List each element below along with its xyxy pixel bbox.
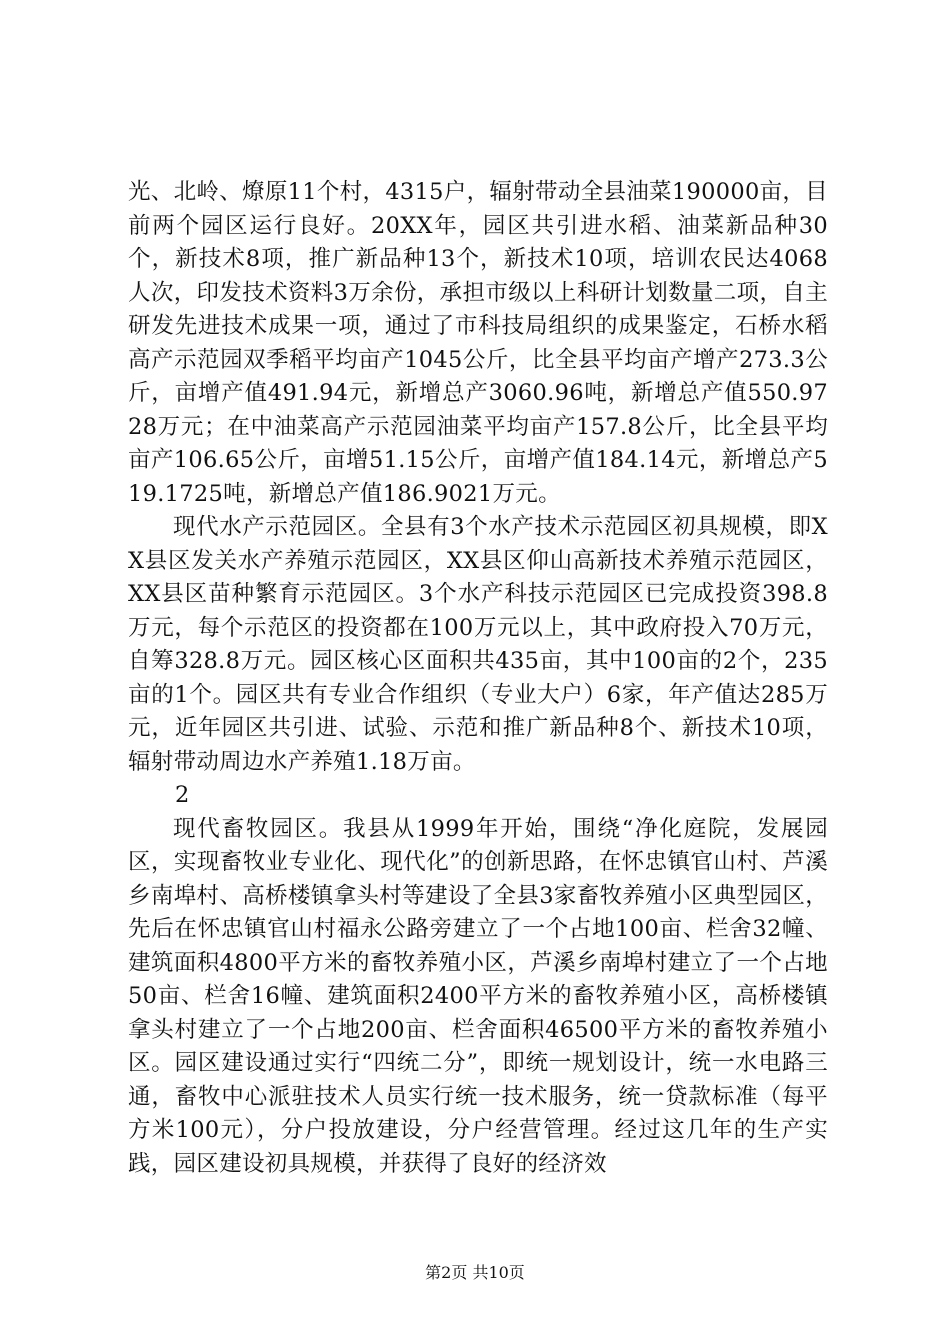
paragraph-livestock-park: 现代畜牧园区。我县从1999年开始，围绕“净化庭院，发展园区，实现畜牧业专业化、现代化”的创新思路，在怀忠镇官山村、芦溪乡南埠村、高桥楼镇拿头村等建设了全县3家畜牧养殖小区典型园区，先后在怀忠镇官山村福永公路旁建立了一个占地100亩、栏舍32幢、建筑面积4800平方米的畜牧养殖小区，芦溪乡南埠村建立了一个占地50亩、栏舍16幢、建筑面积2400平方米的畜牧养殖小区，高桥楼镇拿头村建立了一个占地200亩、栏舍面积46500平方米的畜牧养殖小区。园区建设通过实行“四统二分”，即统一规划设计，统一水电路三通，畜牧中心派驻技术人员实行统一技术服务，统一贷款标准（每平方米100元），分户投放建设，分户经营管理。经过这几年的生产实践，园区建设初具规模，并获得了良好的经济效 <box>128 815 828 1177</box>
paragraph-rapeseed-rice-park: 光、北岭、燎原11个村，4315户，辐射带动全县油菜190000亩，目前两个园区运行良好。20XX年，园区共引进水稻、油菜新品种30个，新技术8项，推广新品种13个，新技术10项，培训农民达4068人次，印发技术资料3万余份，承担市级以上科研计划数量二项，自主研发先进技术成果一项，通过了市科技局组织的成果鉴定，石桥水稻高产示范园双季稻平均亩产1045公斤，比全县平均亩产增产273.3公斤，亩增产值491.94元，新增总产3060.96吨，新增总产值550.9728万元；在中油菜高产示范园油菜平均亩产157.8公斤，比全县平均亩产106.65公斤，亩增51.15公斤，亩增产值184.14元，新增总产519.1725吨，新增总产值186.9021万元。 <box>128 179 828 507</box>
inline-page-number: 2 <box>175 782 190 808</box>
document-body <box>128 176 828 1181</box>
paragraph-aquaculture-park: 现代水产示范园区。全县有3个水产技术示范园区初具规模，即XX县区发关水产养殖示范园区，XX县区仰山高新技术养殖示范园区，XX县区苗种繁育示范园区。3个水产科技示范园区已完成投资398.8万元，每个示范区的投资都在100万元以上，其中政府投入70万元，自筹328.8万元。园区核心区面积共435亩，其中100亩的2个，235亩的1个。园区共有专业合作组织（专业大户）6家，年产值达285万元，近年园区共引进、试验、示范和推广新品种8个、新技术10项，辐射带动周边水产养殖1.18万亩。 <box>128 514 828 775</box>
page-footer: 第2页 共10页 <box>425 1263 525 1282</box>
